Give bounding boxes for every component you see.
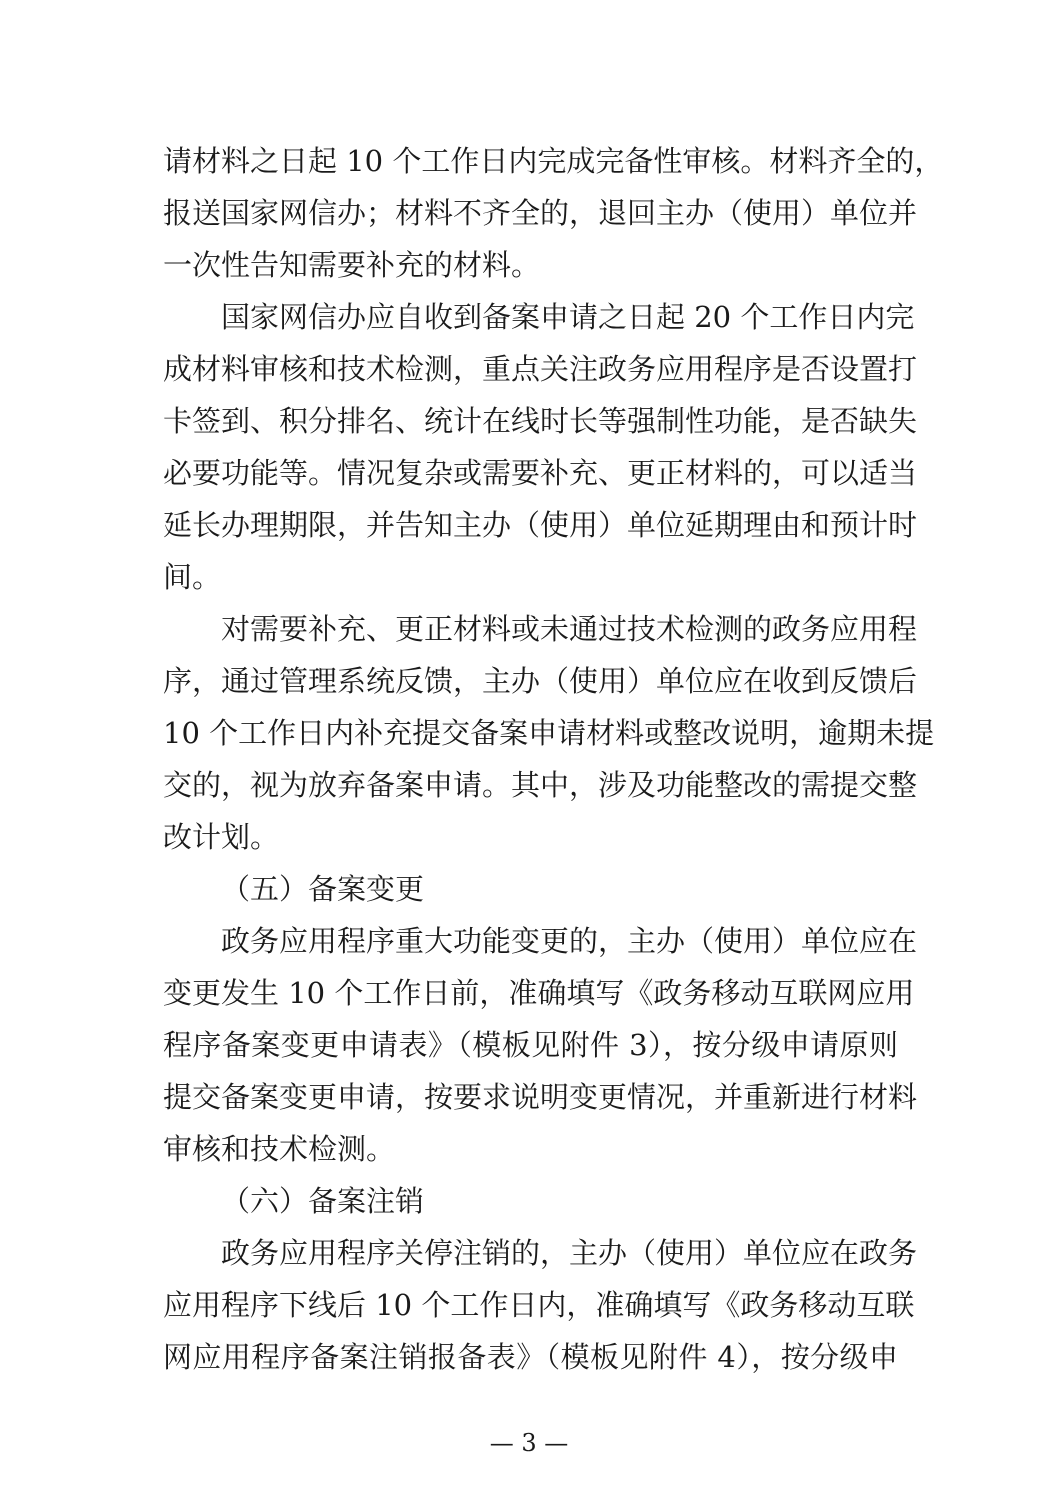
paragraph-first-line: 对需要补充、更正材料或未通过技术检测的政务应用程 bbox=[221, 612, 918, 646]
body-text-line: 程序备案变更申请表》（模板见附件 3），按分级申请原则 bbox=[163, 1028, 898, 1062]
body-text-line: 10 个工作日内补充提交备案申请材料或整改说明，逾期未提 bbox=[163, 716, 935, 750]
body-text-line: 审核和技术检测。 bbox=[163, 1132, 396, 1166]
body-text-line: 报送国家网信办；材料不齐全的，退回主办（使用）单位并 bbox=[163, 196, 918, 230]
body-text-line: 提交备案变更申请，按要求说明变更情况，并重新进行材料 bbox=[163, 1080, 918, 1114]
paragraph-first-line: 政务应用程序关停注销的，主办（使用）单位应在政务 bbox=[221, 1236, 918, 1270]
body-text-line: 成材料审核和技术检测，重点关注政务应用程序是否设置打 bbox=[163, 352, 918, 386]
body-text-line: 一次性告知需要补充的材料。 bbox=[163, 248, 541, 282]
body-text-line: 交的，视为放弃备案申请。其中，涉及功能整改的需提交整 bbox=[163, 768, 918, 802]
paragraph-first-line: 政务应用程序重大功能变更的，主办（使用）单位应在 bbox=[221, 924, 918, 958]
body-text-line: 应用程序下线后 10 个工作日内，准确填写《政务移动互联 bbox=[163, 1288, 915, 1322]
body-text-line: 请材料之日起 10 个工作日内完成完备性审核。材料齐全的， bbox=[163, 144, 944, 178]
body-text-line: 间。 bbox=[163, 560, 222, 594]
page-number: — 3 — bbox=[489, 1429, 569, 1457]
body-text-line: 网应用程序备案注销报备表》（模板见附件 4），按分级申 bbox=[163, 1340, 898, 1374]
body-text-line: 延长办理期限，并告知主办（使用）单位延期理由和预计时 bbox=[163, 508, 918, 542]
section-heading-5: （五）备案变更 bbox=[221, 872, 425, 906]
body-text-line: 序，通过管理系统反馈，主办（使用）单位应在收到反馈后 bbox=[163, 664, 918, 698]
body-text-line: 必要功能等。情况复杂或需要补充、更正材料的，可以适当 bbox=[163, 456, 918, 490]
paragraph-first-line: 国家网信办应自收到备案申请之日起 20 个工作日内完 bbox=[221, 300, 915, 334]
section-heading-6: （六）备案注销 bbox=[221, 1184, 425, 1218]
body-text-line: 卡签到、积分排名、统计在线时长等强制性功能，是否缺失 bbox=[163, 404, 918, 438]
body-text-line: 改计划。 bbox=[163, 820, 280, 854]
body-text-line: 变更发生 10 个工作日前，准确填写《政务移动互联网应用 bbox=[163, 976, 915, 1010]
